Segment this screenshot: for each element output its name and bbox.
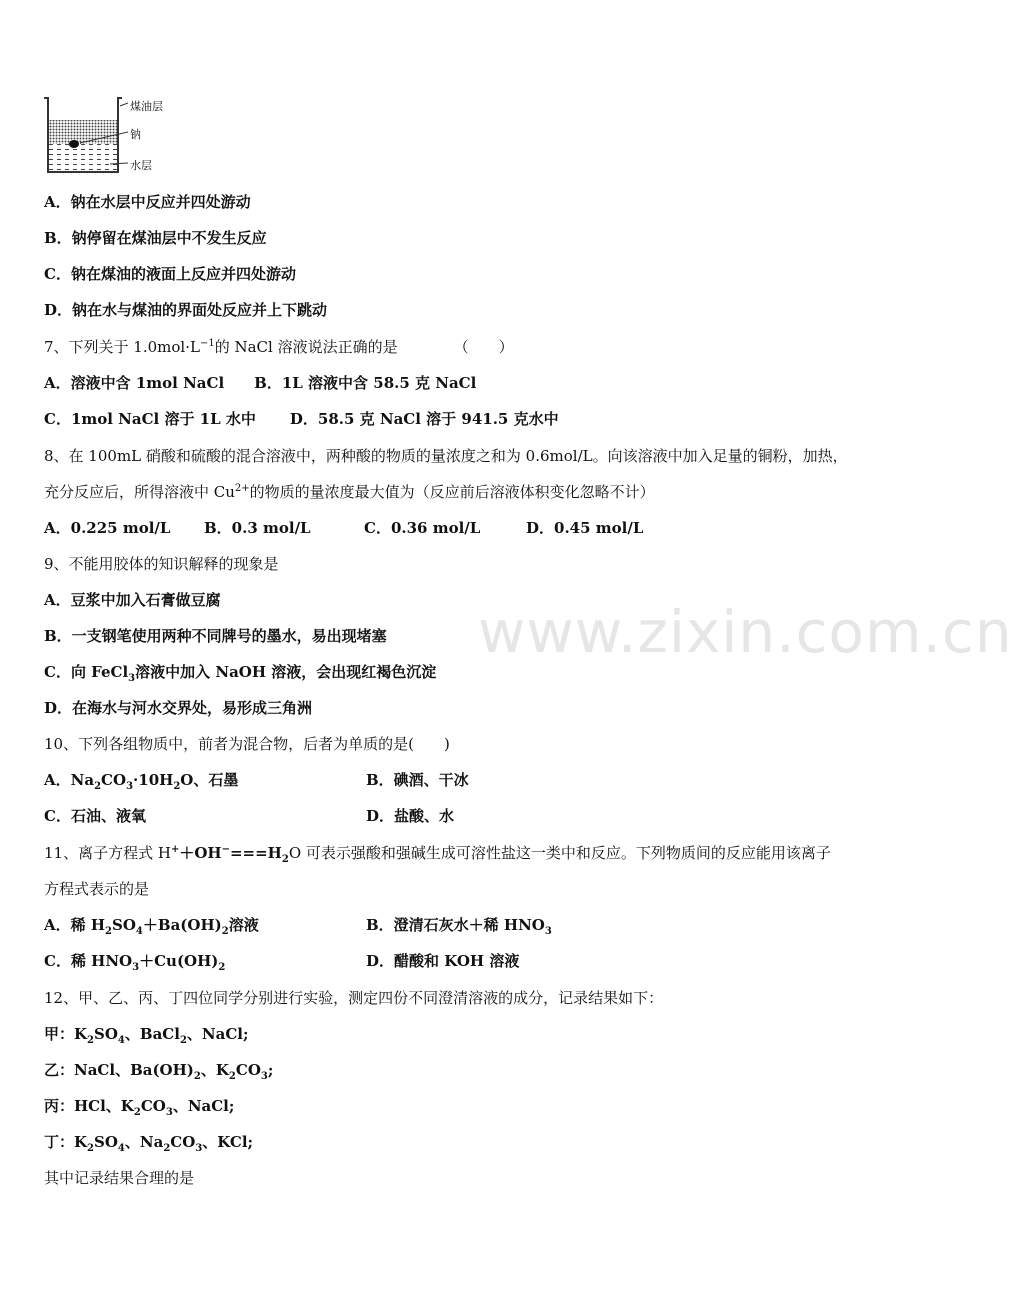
q11-option-a: A．稀 $H_2SO_4+Ba(OH)_2$溶液 bbox=[44, 916, 259, 937]
q7-option-c: C．1mol NaCl 溶于 1L 水中 bbox=[44, 410, 256, 428]
q8-option-b: B．0.3 mol/L bbox=[204, 519, 311, 537]
q8-option-d: D．0.45 mol/L bbox=[526, 519, 644, 537]
q12-record-ding: 丁：$K_2SO_4$、$Na_2CO_3$、KCl; bbox=[44, 1133, 254, 1154]
water-layer bbox=[49, 144, 117, 171]
q12-record-bing: 丙：HCl、$K_2CO_3$、NaCl; bbox=[44, 1097, 235, 1118]
q12-tail: 其中记录结果合理的是 bbox=[44, 1169, 195, 1187]
q11-stem-line2: 方程式表示的是 bbox=[44, 880, 150, 898]
q6-option-a: A．钠在水层中反应并四处游动 bbox=[44, 193, 251, 211]
q9-option-c: C．向 FeCl$_3$溶液中加入 NaOH 溶液，会出现红褐色沉淀 bbox=[44, 663, 437, 684]
q8-stem-line1: 8、在 100mL 硝酸和硫酸的混合溶液中，两种酸的物质的量浓度之和为 0.6mol/L。向该溶液中加入足量的铜粉，加热， bbox=[44, 447, 848, 465]
q7-stem: 7、下列关于 $1.0mol\cdot L^{-1}$的 NaCl 溶液说法正确的是 （ ） bbox=[44, 338, 514, 356]
q12-record-jia: 甲：$K_2SO_4$、BaCl$_2$、NaCl; bbox=[44, 1025, 249, 1046]
q11-option-b: B．澄清石灰水＋稀 $HNO_3$ bbox=[366, 916, 552, 937]
q7-options-cd bbox=[44, 409, 559, 429]
q6-option-b: B．钠停留在煤油层中不发生反应 bbox=[44, 229, 267, 247]
q10-option-d: D．盐酸、水 bbox=[366, 807, 455, 825]
q7-option-a: A．溶液中含 1mol NaCl bbox=[44, 374, 225, 392]
q11-option-c: C．稀 $HNO_3+Cu(OH)_2$ bbox=[44, 952, 226, 973]
kerosene-label: 煤油层 bbox=[130, 100, 163, 113]
sodium-piece bbox=[69, 140, 79, 148]
q10-stem: 10、下列各组物质中，前者为混合物，后者为单质的是( ) bbox=[44, 735, 450, 753]
q9-option-b: B．一支钢笔使用两种不同牌号的墨水，易出现堵塞 bbox=[44, 627, 387, 645]
q8-stem-line2: 充分反应后，所得溶液中 $Cu^{2+}$的物质的量浓度最大值为（反应前后溶液体积变化忽略不计） bbox=[44, 483, 655, 501]
q12-stem: 12、甲、乙、丙、丁四位同学分别进行实验，测定四份不同澄清溶液的成分，记录结果如下： bbox=[44, 989, 664, 1007]
q7-options-ab bbox=[44, 373, 476, 393]
q10-option-a: A．$Na_2CO_3\cdot 10H_2O$、石墨 bbox=[44, 771, 239, 792]
q6-option-d: D．钠在水与煤油的界面处反应并上下跳动 bbox=[44, 301, 328, 319]
q9-stem: 9、不能用胶体的知识解释的现象是 bbox=[44, 555, 279, 573]
q11-stem-line1: 11、离子方程式 $H^++OH^-===H_2O$ 可表示强酸和强碱生成可溶性盐这一类中和反应。下列物质间的反应能用该离子 bbox=[44, 844, 831, 865]
q7-option-b: B．1L 溶液中含 58.5 克 NaCl bbox=[254, 374, 477, 392]
q12-record-yi: 乙：NaCl、$Ba(OH)_2$、$K_2CO_3$; bbox=[44, 1061, 274, 1082]
water-label: 水层 bbox=[130, 159, 152, 172]
q9-option-d: D．在海水与河水交界处，易形成三角洲 bbox=[44, 699, 313, 717]
q8-option-c: C．0.36 mol/L bbox=[364, 519, 481, 537]
sodium-label: 钠 bbox=[130, 128, 141, 141]
q11-option-d: D．醋酸和 KOH 溶液 bbox=[366, 952, 520, 970]
q10-option-c: C．石油、液氧 bbox=[44, 807, 146, 825]
q8-option-a: A．0.225 mol/L bbox=[44, 519, 171, 537]
kerosene-layer bbox=[49, 120, 117, 144]
q9-option-a: A．豆浆中加入石膏做豆腐 bbox=[44, 591, 221, 609]
q7-option-d: D．58.5 克 NaCl 溶于 941.5 克水中 bbox=[289, 410, 559, 428]
watermark: www.zixin.com.cn bbox=[478, 598, 1013, 666]
q6-option-c: C．钠在煤油的液面上反应并四处游动 bbox=[44, 265, 296, 283]
q10-option-b: B．碘酒、干冰 bbox=[366, 771, 469, 789]
